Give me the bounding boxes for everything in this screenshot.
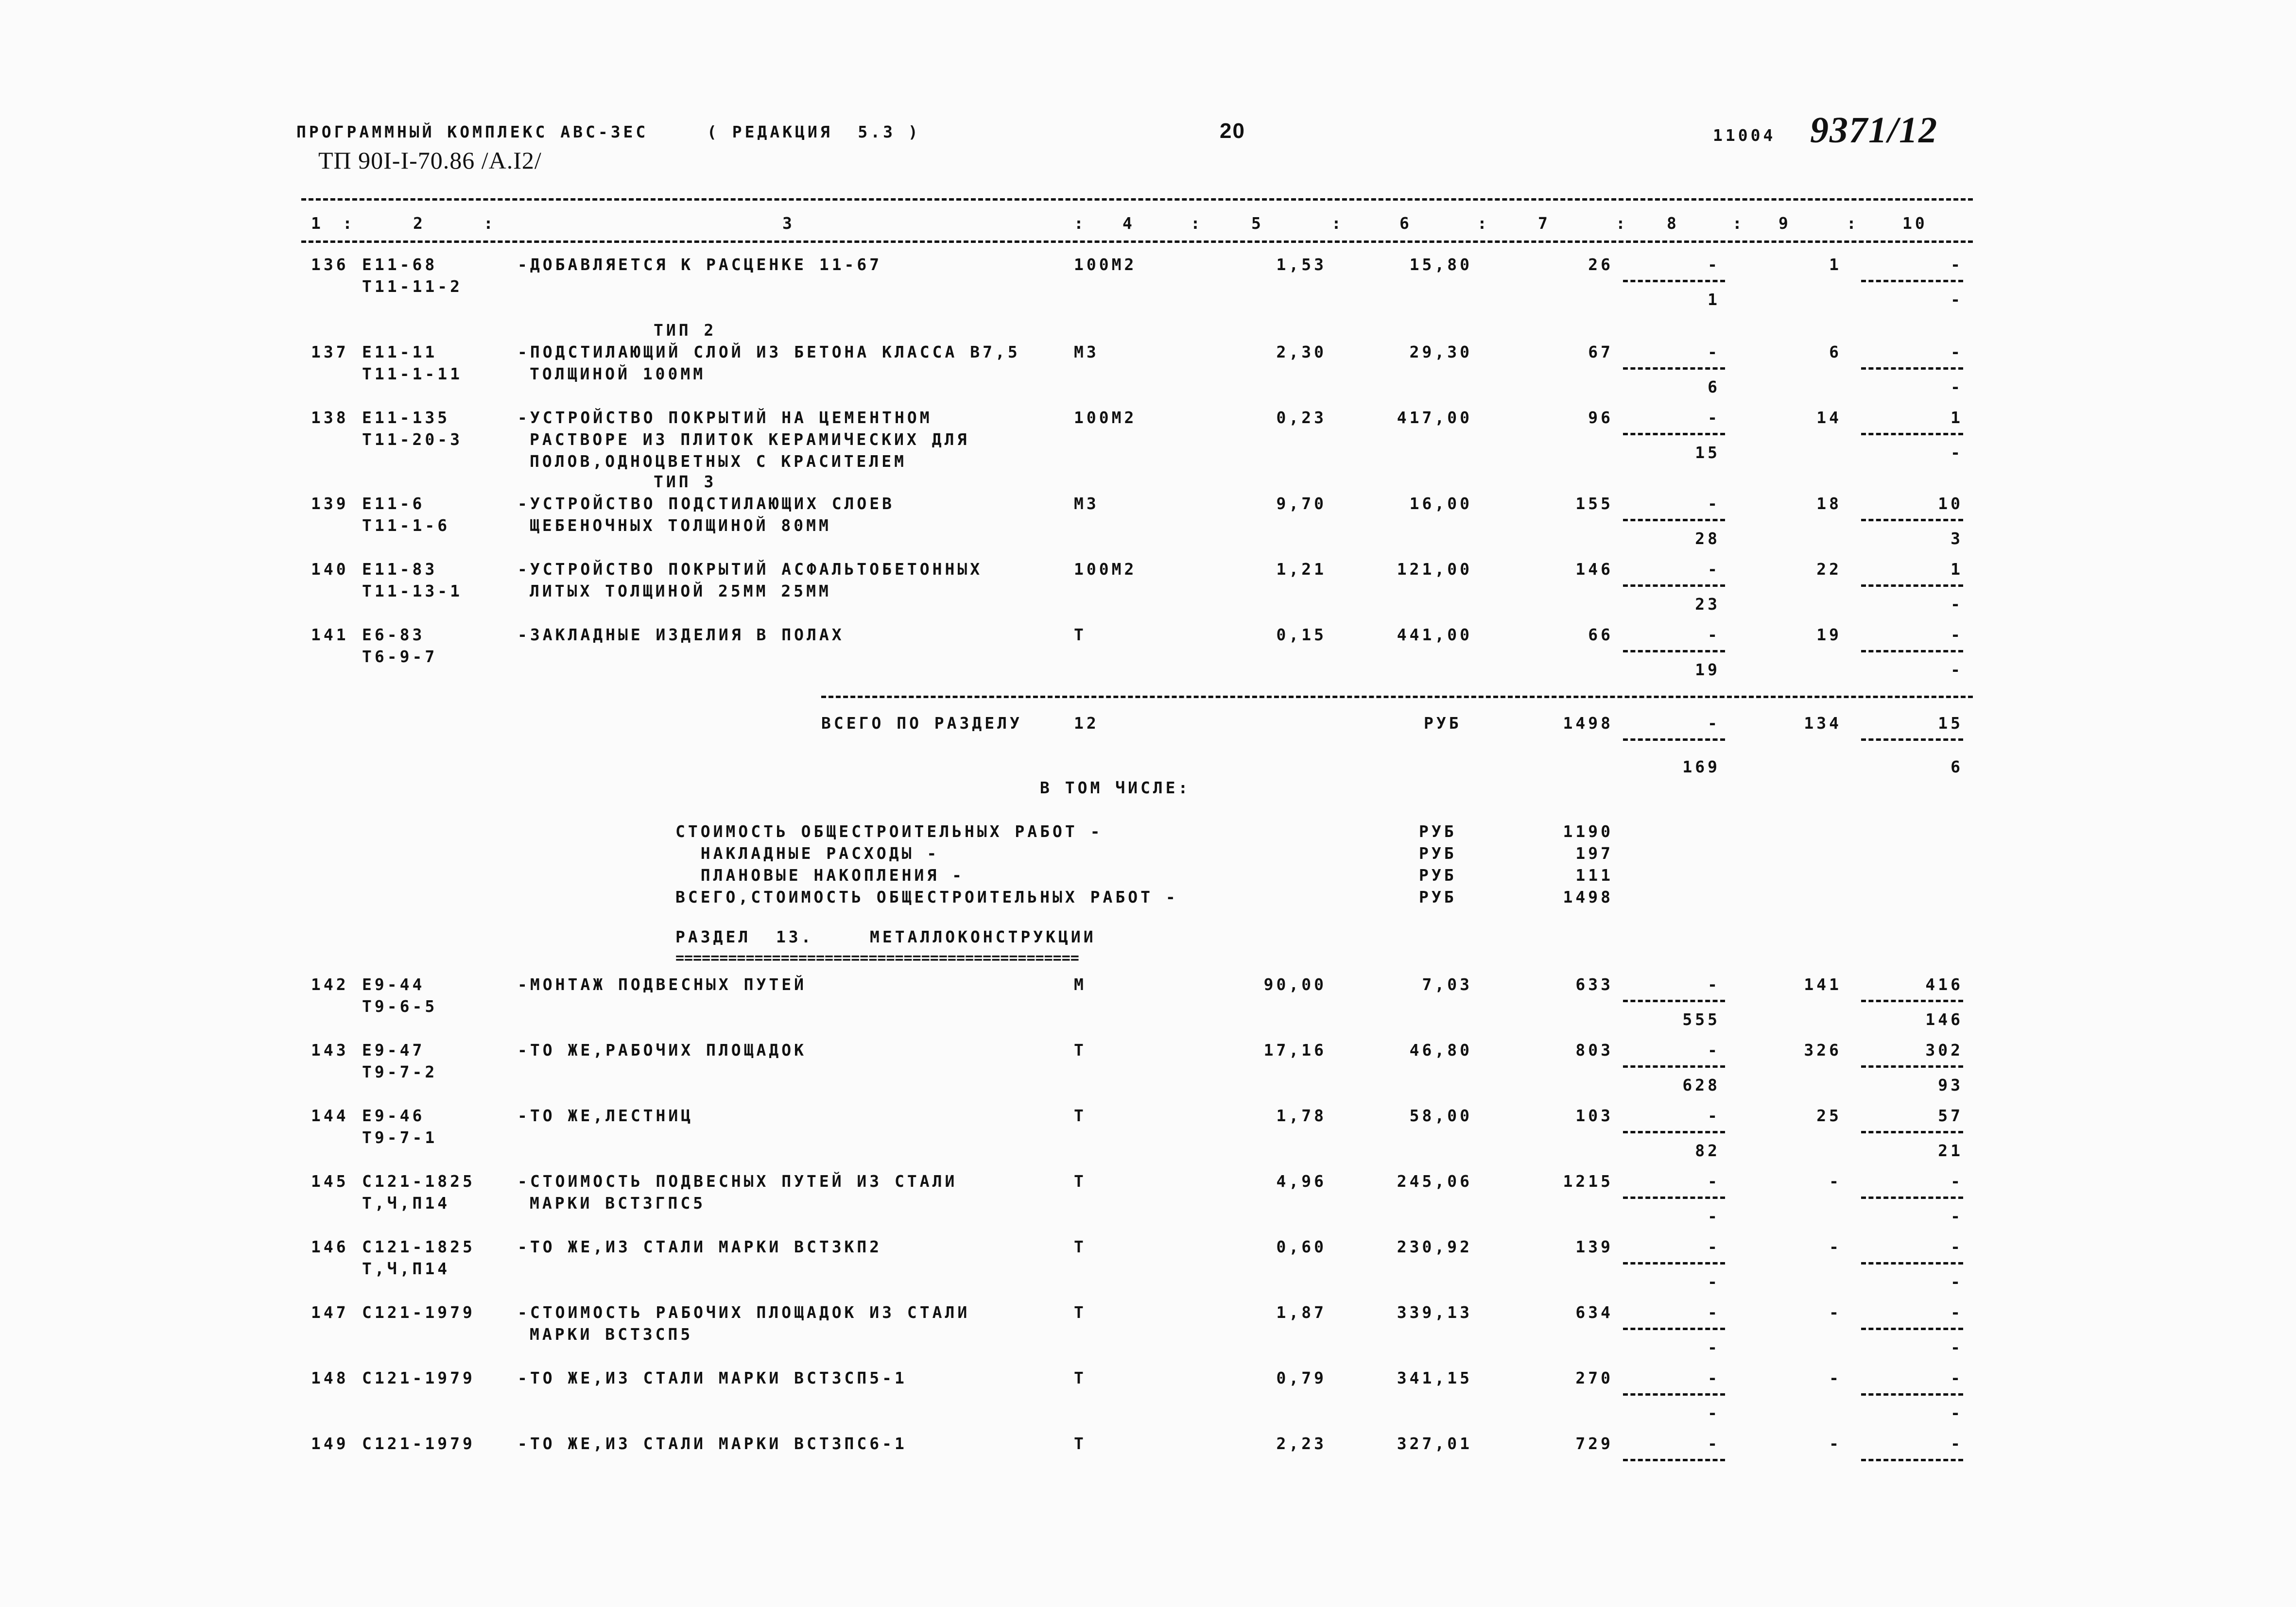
row-description: МАРКИ ВСТ3ГПС5: [530, 1194, 706, 1213]
total-col8-divider: [1623, 738, 1725, 741]
row-col10-bottom: -: [1951, 595, 1963, 614]
row-col10-bottom: -: [1951, 443, 1963, 462]
row-total: 146: [1575, 560, 1613, 579]
row-quantity: 90,00: [1263, 975, 1327, 994]
including-line: ВСЕГО,СТОИМОСТЬ ОБЩЕСТРОИТЕЛЬНЫХ РАБОТ -: [675, 888, 1178, 906]
row-description: -УСТРОЙСТВО ПОКРЫТИЙ АСФАЛЬТОБЕТОННЫХ: [518, 560, 983, 579]
row-col10-divider: [1861, 1131, 1963, 1133]
row-quantity: 0,23: [1276, 408, 1327, 427]
row-col9: 1: [1829, 255, 1842, 274]
doc-code: 11004: [1713, 126, 1776, 145]
row-quantity: 0,15: [1276, 625, 1327, 644]
total-unit: РУБ: [1424, 714, 1462, 733]
row-code: С121-1979: [362, 1303, 475, 1322]
row-col8-divider: [1623, 1131, 1725, 1133]
row-col10-divider: [1861, 1262, 1963, 1265]
row-col10-top: -: [1951, 1368, 1963, 1387]
including-unit: РУБ: [1419, 888, 1457, 906]
row-col8-divider: [1623, 1000, 1725, 1002]
row-code-ref: Т9-7-2: [362, 1062, 438, 1081]
doc-reference: ТП 90I-I-70.86 /А.I2/: [318, 147, 542, 174]
row-col10-divider: [1861, 1393, 1963, 1396]
row-col8-top: -: [1708, 560, 1720, 579]
row-col8-top: -: [1708, 1041, 1720, 1060]
row-description: РАСТВОРЕ ИЗ ПЛИТОК КЕРАМИЧЕСКИХ ДЛЯ: [530, 430, 970, 449]
row-description: -ЗАКЛАДНЫЕ ИЗДЕЛИЯ В ПОЛАХ: [518, 625, 845, 644]
row-col10-bottom: 3: [1951, 529, 1963, 548]
row-col10-top: -: [1951, 1237, 1963, 1256]
row-col10-divider: [1861, 367, 1963, 370]
row-price: 341,15: [1397, 1368, 1472, 1387]
column-separator: :: [1847, 214, 1859, 233]
row-col8-top: -: [1708, 1368, 1720, 1387]
row-code: Е9-47: [362, 1041, 425, 1060]
row-col10-divider: [1861, 1197, 1963, 1199]
row-price: 230,92: [1397, 1237, 1472, 1256]
row-col8-divider: [1623, 1393, 1725, 1396]
column-separator: :: [1074, 214, 1087, 233]
row-col8-top: -: [1708, 1237, 1720, 1256]
section-title: МЕТАЛЛОКОНСТРУКЦИИ: [870, 927, 1096, 946]
row-col8-divider: [1623, 1262, 1725, 1265]
row-col9: 18: [1816, 494, 1842, 513]
row-col9: -: [1829, 1237, 1842, 1256]
row-col8-top: -: [1708, 342, 1720, 361]
row-col8-divider: [1623, 1328, 1725, 1330]
row-description: -СТОИМОСТЬ ПОДВЕСНЫХ ПУТЕЙ ИЗ СТАЛИ: [518, 1172, 958, 1191]
total-col10-divider: [1861, 738, 1963, 741]
row-col10-bottom: 93: [1938, 1076, 1963, 1094]
column-header-6: 6: [1399, 214, 1412, 233]
row-col9: 25: [1816, 1106, 1842, 1125]
row-col9: -: [1829, 1434, 1842, 1453]
row-col10-top: -: [1951, 255, 1963, 274]
row-quantity: 1,78: [1276, 1106, 1327, 1125]
column-header-1: 1: [311, 214, 324, 233]
row-col8-bottom: 82: [1695, 1141, 1720, 1160]
row-number: 137: [311, 342, 349, 361]
row-code: С121-1825: [362, 1237, 475, 1256]
row-col10-divider: [1861, 1065, 1963, 1068]
column-separator: :: [1331, 214, 1344, 233]
row-description: ПОЛОВ,ОДНОЦВЕТНЫХ С КРАСИТЕЛЕМ: [530, 452, 907, 471]
row-number: 141: [311, 625, 349, 644]
row-total: 634: [1575, 1303, 1613, 1322]
row-quantity: 1,53: [1276, 255, 1327, 274]
row-col8-top: -: [1708, 1106, 1720, 1125]
row-price: 46,80: [1409, 1041, 1472, 1060]
row-col9: 6: [1829, 342, 1842, 361]
row-col10-bottom: 146: [1925, 1010, 1963, 1029]
row-unit: Т: [1074, 1303, 1087, 1322]
row-code: Е11-68: [362, 255, 438, 274]
row-price: 15,80: [1409, 255, 1472, 274]
row-description: -СТОИМОСТЬ РАБОЧИХ ПЛОЩАДОК ИЗ СТАЛИ: [518, 1303, 970, 1322]
row-unit: Т: [1074, 1041, 1087, 1060]
row-col8-top: -: [1708, 255, 1720, 274]
row-col10-bottom: 21: [1938, 1141, 1963, 1160]
row-total: 26: [1588, 255, 1613, 274]
row-col8-bottom: 555: [1682, 1010, 1720, 1029]
row-col10-divider: [1861, 1328, 1963, 1330]
edition: ( РЕДАКЦИЯ 5.3 ): [707, 122, 921, 141]
row-quantity: 1,21: [1276, 560, 1327, 579]
row-number: 145: [311, 1172, 349, 1191]
row-price: 327,01: [1397, 1434, 1472, 1453]
row-quantity: 9,70: [1276, 494, 1327, 513]
row-number: 148: [311, 1368, 349, 1387]
row-col9: -: [1829, 1172, 1842, 1191]
row-code-ref: Т9-6-5: [362, 997, 438, 1016]
row-col10-top: -: [1951, 1303, 1963, 1322]
row-col8-divider: [1623, 1197, 1725, 1199]
row-col8-bottom: 628: [1682, 1076, 1720, 1094]
row-total: 803: [1575, 1041, 1613, 1060]
row-col10-bottom: -: [1951, 1272, 1963, 1291]
total-col8-bottom: 169: [1682, 757, 1720, 776]
column-header-5: 5: [1251, 214, 1264, 233]
row-code: С121-1979: [362, 1368, 475, 1387]
row-total: 139: [1575, 1237, 1613, 1256]
page-number: 20: [1220, 119, 1245, 143]
row-total: 1215: [1563, 1172, 1613, 1191]
row-col8-bottom: -: [1708, 1207, 1720, 1226]
including-value: 1190: [1563, 822, 1613, 841]
row-code: Е11-135: [362, 408, 450, 427]
total-section: 12: [1074, 714, 1099, 733]
row-unit: М: [1074, 975, 1087, 994]
row-quantity: 0,79: [1276, 1368, 1327, 1387]
section-number: РАЗДЕЛ 13.: [675, 927, 814, 946]
including-label: В ТОМ ЧИСЛЕ:: [1040, 778, 1191, 797]
row-col8-divider: [1623, 1065, 1725, 1068]
header-bottom-rule: [301, 240, 1973, 243]
row-code: С121-1979: [362, 1434, 475, 1453]
row-code-ref: Т6-9-7: [362, 647, 438, 666]
row-description: -ДОБАВЛЯЕТСЯ К РАСЦЕНКЕ 11-67: [518, 255, 882, 274]
row-col8-divider: [1623, 367, 1725, 370]
row-total: 66: [1588, 625, 1613, 644]
row-quantity: 17,16: [1263, 1041, 1327, 1060]
row-col9: 22: [1816, 560, 1842, 579]
column-header-9: 9: [1778, 214, 1791, 233]
row-col9: 141: [1804, 975, 1842, 994]
row-description: -ТО ЖЕ,ИЗ СТАЛИ МАРКИ ВСТ3СП5-1: [518, 1368, 907, 1387]
row-col8-bottom: 28: [1695, 529, 1720, 548]
row-code: Е11-11: [362, 342, 438, 361]
row-total: 270: [1575, 1368, 1613, 1387]
row-col9: 326: [1804, 1041, 1842, 1060]
row-col10-bottom: -: [1951, 1207, 1963, 1226]
row-price: 245,06: [1397, 1172, 1472, 1191]
row-description: ЩЕБЕНОЧНЫХ ТОЛЩИНОЙ 80ММ: [530, 516, 831, 535]
row-code-ref: Т9-7-1: [362, 1128, 438, 1147]
row-price: 7,03: [1422, 975, 1472, 994]
section-underline: ==============================================: [675, 950, 1079, 967]
row-unit: 100М2: [1074, 408, 1137, 427]
column-header-3: 3: [782, 214, 795, 233]
row-col8-divider: [1623, 280, 1725, 282]
row-unit: М3: [1074, 342, 1099, 361]
row-col8-top: -: [1708, 625, 1720, 644]
row-col10-bottom: -: [1951, 290, 1963, 309]
row-col9: -: [1829, 1303, 1842, 1322]
row-col10-top: 302: [1925, 1041, 1963, 1060]
row-code: Е9-46: [362, 1106, 425, 1125]
row-description: -ТО ЖЕ,ИЗ СТАЛИ МАРКИ ВСТ3КП2: [518, 1237, 882, 1256]
row-col8-top: -: [1708, 494, 1720, 513]
row-total: 96: [1588, 408, 1613, 427]
row-unit: 100М2: [1074, 560, 1137, 579]
row-col10-divider: [1861, 650, 1963, 652]
row-col8-top: -: [1708, 1303, 1720, 1322]
column-separator: :: [483, 214, 496, 233]
column-separator: :: [1477, 214, 1490, 233]
row-code-ref: Т11-20-3: [362, 430, 463, 449]
type-label: ТИП 2: [654, 321, 717, 340]
row-col8-bottom: 1: [1708, 290, 1720, 309]
row-col10-top: -: [1951, 1434, 1963, 1453]
row-total: 633: [1575, 975, 1613, 994]
row-col10-divider: [1861, 1459, 1963, 1461]
column-header-2: 2: [413, 214, 426, 233]
column-header-10: 10: [1902, 214, 1928, 233]
row-col8-bottom: 19: [1695, 660, 1720, 679]
row-unit: М3: [1074, 494, 1099, 513]
total-col8-top: -: [1708, 714, 1720, 733]
including-line: ПЛАНОВЫЕ НАКОПЛЕНИЯ -: [675, 866, 965, 885]
row-col9: 19: [1816, 625, 1842, 644]
handwritten-number: 9371/12: [1810, 110, 1938, 151]
row-col10-top: 416: [1925, 975, 1963, 994]
row-quantity: 0,60: [1276, 1237, 1327, 1256]
row-unit: Т: [1074, 1368, 1087, 1387]
row-col10-bottom: -: [1951, 377, 1963, 396]
row-col10-top: 1: [1951, 408, 1963, 427]
including-line: СТОИМОСТЬ ОБЩЕСТРОИТЕЛЬНЫХ РАБОТ -: [675, 822, 1103, 841]
total-label: ВСЕГО ПО РАЗДЕЛУ: [821, 714, 1022, 733]
row-code: Е6-83: [362, 625, 425, 644]
column-separator: :: [1732, 214, 1745, 233]
row-description: -УСТРОЙСТВО ПОДСТИЛАЮЩИХ СЛОЕВ: [518, 494, 895, 513]
row-col10-divider: [1861, 433, 1963, 435]
row-col10-divider: [1861, 1000, 1963, 1002]
row-col8-top: -: [1708, 1434, 1720, 1453]
row-col10-top: -: [1951, 625, 1963, 644]
row-code: С121-1825: [362, 1172, 475, 1191]
row-total: 729: [1575, 1434, 1613, 1453]
row-number: 149: [311, 1434, 349, 1453]
row-unit: Т: [1074, 1172, 1087, 1191]
row-unit: Т: [1074, 625, 1087, 644]
row-col10-top: -: [1951, 342, 1963, 361]
row-col8-bottom: 23: [1695, 595, 1720, 614]
row-code-ref: Т11-13-1: [362, 581, 463, 600]
row-col10-bottom: -: [1951, 1403, 1963, 1422]
row-code: Е9-44: [362, 975, 425, 994]
type-label: ТИП 3: [654, 472, 717, 491]
row-col10-top: 1: [1951, 560, 1963, 579]
row-col10-divider: [1861, 280, 1963, 282]
row-number: 147: [311, 1303, 349, 1322]
row-col10-bottom: -: [1951, 660, 1963, 679]
total-col9: 134: [1804, 714, 1842, 733]
row-total: 155: [1575, 494, 1613, 513]
row-code-ref: Т11-1-11: [362, 364, 463, 383]
column-separator: :: [343, 214, 355, 233]
header-top-rule: [301, 198, 1973, 201]
row-col8-top: -: [1708, 975, 1720, 994]
row-description: -ПОДСТИЛАЮЩИЙ СЛОЙ ИЗ БЕТОНА КЛАССА В7,5: [518, 342, 1020, 361]
row-col10-top: -: [1951, 1172, 1963, 1191]
row-number: 139: [311, 494, 349, 513]
row-quantity: 4,96: [1276, 1172, 1327, 1191]
row-number: 138: [311, 408, 349, 427]
row-col8-bottom: -: [1708, 1403, 1720, 1422]
row-description: -МОНТАЖ ПОДВЕСНЫХ ПУТЕЙ: [518, 975, 807, 994]
row-code-ref: Т11-11-2: [362, 277, 463, 296]
row-quantity: 2,23: [1276, 1434, 1327, 1453]
including-value: 111: [1575, 866, 1613, 885]
row-unit: Т: [1074, 1237, 1087, 1256]
row-number: 146: [311, 1237, 349, 1256]
column-separator: :: [1616, 214, 1628, 233]
total-rule: [821, 696, 1973, 698]
row-col8-bottom: 6: [1708, 377, 1720, 396]
row-price: 16,00: [1409, 494, 1472, 513]
row-col8-top: -: [1708, 1172, 1720, 1191]
row-col8-divider: [1623, 584, 1725, 587]
row-col10-top: 57: [1938, 1106, 1963, 1125]
including-unit: РУБ: [1419, 822, 1457, 841]
total-col10-bottom: 6: [1951, 757, 1963, 776]
row-unit: Т: [1074, 1434, 1087, 1453]
row-unit: Т: [1074, 1106, 1087, 1125]
row-col8-bottom: -: [1708, 1338, 1720, 1357]
row-code-ref: Т11-1-6: [362, 516, 450, 535]
row-col8-divider: [1623, 519, 1725, 521]
row-code: Е11-83: [362, 560, 438, 579]
row-col9: -: [1829, 1368, 1842, 1387]
row-number: 140: [311, 560, 349, 579]
column-separator: :: [1191, 214, 1203, 233]
row-price: 29,30: [1409, 342, 1472, 361]
row-quantity: 2,30: [1276, 342, 1327, 361]
row-unit: 100М2: [1074, 255, 1137, 274]
including-unit: РУБ: [1419, 844, 1457, 863]
program-name: ПРОГРАММНЫЙ КОМПЛЕКС АВС-3ЕС: [296, 122, 649, 141]
row-number: 144: [311, 1106, 349, 1125]
row-description: -ТО ЖЕ,ИЗ СТАЛИ МАРКИ ВСТ3ПС6-1: [518, 1434, 907, 1453]
row-col8-divider: [1623, 433, 1725, 435]
row-quantity: 1,87: [1276, 1303, 1327, 1322]
row-price: 339,13: [1397, 1303, 1472, 1322]
row-col8-top: -: [1708, 408, 1720, 427]
row-price: 58,00: [1409, 1106, 1472, 1125]
row-col8-divider: [1623, 1459, 1725, 1461]
total-value: 1498: [1563, 714, 1613, 733]
row-description: -УСТРОЙСТВО ПОКРЫТИЙ НА ЦЕМЕНТНОМ: [518, 408, 932, 427]
row-number: 136: [311, 255, 349, 274]
row-code: Е11-6: [362, 494, 425, 513]
row-price: 121,00: [1397, 560, 1472, 579]
row-col10-bottom: -: [1951, 1338, 1963, 1357]
row-col8-divider: [1623, 650, 1725, 652]
row-col10-divider: [1861, 584, 1963, 587]
row-number: 142: [311, 975, 349, 994]
including-unit: РУБ: [1419, 866, 1457, 885]
row-col10-divider: [1861, 519, 1963, 521]
row-col9: 14: [1816, 408, 1842, 427]
row-col8-bottom: -: [1708, 1272, 1720, 1291]
including-value: 197: [1575, 844, 1613, 863]
row-price: 417,00: [1397, 408, 1472, 427]
row-code-ref: Т,Ч,П14: [362, 1194, 450, 1213]
row-description: -ТО ЖЕ,РАБОЧИХ ПЛОЩАДОК: [518, 1041, 807, 1060]
row-description: МАРКИ ВСТ3СП5: [530, 1325, 693, 1344]
including-value: 1498: [1563, 888, 1613, 906]
total-col10-top: 15: [1938, 714, 1963, 733]
including-line: НАКЛАДНЫЕ РАСХОДЫ -: [675, 844, 940, 863]
row-price: 441,00: [1397, 625, 1472, 644]
row-total: 67: [1588, 342, 1613, 361]
row-col10-top: 10: [1938, 494, 1963, 513]
row-description: ТОЛЩИНОЙ 100ММ: [530, 364, 706, 383]
column-header-7: 7: [1538, 214, 1551, 233]
row-col8-bottom: 15: [1695, 443, 1720, 462]
column-header-8: 8: [1667, 214, 1679, 233]
column-header-4: 4: [1122, 214, 1135, 233]
row-total: 103: [1575, 1106, 1613, 1125]
row-number: 143: [311, 1041, 349, 1060]
row-description: ЛИТЫХ ТОЛЩИНОЙ 25ММ 25ММ: [530, 581, 831, 600]
row-code-ref: Т,Ч,П14: [362, 1259, 450, 1278]
row-description: -ТО ЖЕ,ЛЕСТНИЦ: [518, 1106, 694, 1125]
